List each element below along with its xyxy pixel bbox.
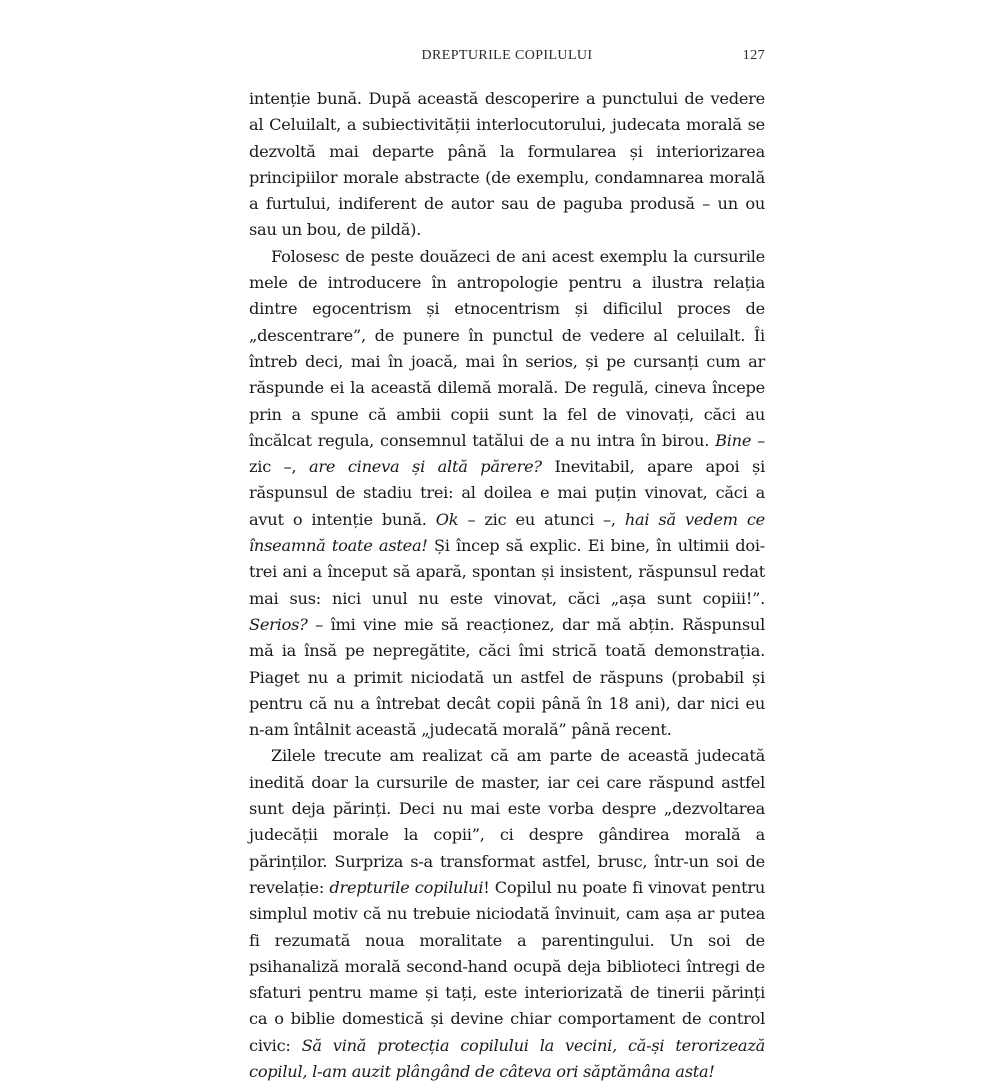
paragraph-2-text-2: – zic –, [249, 430, 765, 477]
paragraph-3-italic-2: Să vină protecția copilului la vecini, că-și terorizează copilul, l-am auzit plângând de câteva ori săptămâna asta! [249, 1035, 766, 1081]
paragraph-3-text-1: Zilele trecute am realizat că am parte de această judecată inedită doar la cursurile de master, iar cei care răspund astfel sunt deja părinți. Deci nu mai este vorba despre „dezvoltarea judecății morale la copii”, ci despre gândirea morală a părinților. Surpriza s-a transformat astfel, brusc, într-un soi de revelație: [249, 746, 765, 897]
paragraph-2-text-6: – îmi vine mie să reacționez, dar mă abțin. Răspunsul mă ia însă pe nepregătite, căci îmi strică toată demonstrația. Piaget nu a primit niciodată un astfel de răspuns (probabil și pentru că nu a întrebat decât copii până în 18 ani), dar nici eu n-am întâlnit această „judecată morală” până recent. [249, 614, 765, 740]
paragraph-2-italic-5: Serios? [249, 614, 308, 634]
paragraph-1 [249, 86, 765, 244]
paragraph-2-italic-3: Ok [435, 509, 459, 529]
book-page [249, 48, 765, 1085]
paragraph-3 [249, 743, 765, 1085]
paragraph-3-text-2: ! Copilul nu poate fi vinovat pentru simplul motiv că nu trebuie niciodată învinuit, cam așa ar putea fi rezumată noua moralitate a parentingului. Un soi de psihanaliză morală second-hand ocupă deja biblioteci întregi de sfaturi pentru mame și tați, este interiorizată de tinerii părinți ca o biblie domestică și devine chiar comportament de control civic: [249, 877, 766, 1055]
page-number: 127 [742, 48, 765, 63]
paragraph-2-text-5: Și încep să explic. Ei bine, în ultimii doi-trei ani a început să apară, spontan și insistent, răspunsul redat mai sus: nici unul nu este vinovat, căci „așa sunt copiii!”. [249, 536, 765, 608]
paragraph-3-italic-1: drepturile copilului [329, 877, 484, 897]
running-header [249, 48, 765, 72]
paragraph-2-text-3: Inevitabil, apare apoi și răspunsul de stadiu trei: al doilea e mai puțin vinovat, căci a avut o intenție bună. [249, 457, 765, 529]
paragraph-2-italic-4: hai să vedem ce înseamnă toate astea! [249, 509, 766, 556]
paragraph-2-italic-1: Bine [715, 430, 752, 450]
paragraph-2-text-4: – zic eu atunci –, [458, 509, 625, 529]
body-text [249, 86, 765, 1085]
paragraph-2 [249, 244, 765, 744]
running-title: DREPTURILE COPILULUI [421, 48, 593, 63]
paragraph-2-italic-2: are cineva și altă părere? [309, 457, 542, 477]
paragraph-1-text: intenție bună. După această descoperire a punctului de vedere al Celuilalt, a subiectivității interlocutorului, judecata morală se dezvoltă mai departe până la formularea și interiorizarea principiilor morale abstracte (de exemplu, condamnarea morală a furtului, indiferent de autor sau de paguba produsă – un ou sau un bou, de pildă). [249, 89, 765, 240]
paragraph-2-text-1: Folosesc de peste douăzeci de ani acest exemplu la cursurile mele de introducere în antropologie pentru a ilustra relația dintre egocentrism și etnocentrism și dificilul proces de „descentrare”, de punere în punctul de vedere al celuilalt. Îi întreb deci, mai în joacă, mai în serios, și pe cursanți cum ar răspunde ei la această dilemă morală. De regulă, cineva începe prin a spune că ambii copii sunt la fel de vinovați, căci au încălcat regula, consemnul tatălui de a nu intra în birou. [249, 246, 765, 450]
